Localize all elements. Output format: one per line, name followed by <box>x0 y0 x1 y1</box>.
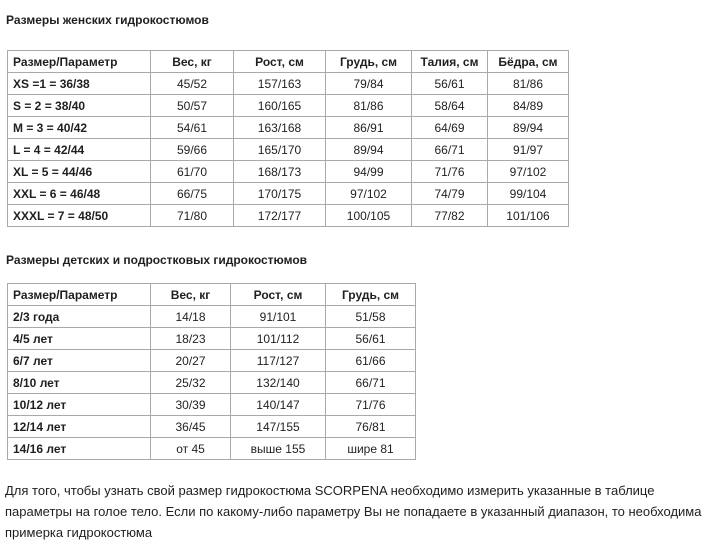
table-row <box>8 394 416 416</box>
table-row <box>8 328 416 350</box>
size-value-cell: 59/66 <box>151 139 234 161</box>
table-row <box>8 139 569 161</box>
size-label-cell: 10/12 лет <box>8 394 151 416</box>
size-value-cell: 71/76 <box>412 161 488 183</box>
size-label-cell: 2/3 года <box>8 306 151 328</box>
size-value-cell: 45/52 <box>151 73 234 95</box>
size-label-cell: M = 3 = 40/42 <box>8 117 151 139</box>
column-header: Вес, кг <box>151 284 231 306</box>
size-value-cell: 64/69 <box>412 117 488 139</box>
size-label-cell: 14/16 лет <box>8 438 151 460</box>
size-value-cell: 20/27 <box>151 350 231 372</box>
size-label-cell: 4/5 лет <box>8 328 151 350</box>
size-value-cell: 54/61 <box>151 117 234 139</box>
size-value-cell: 168/173 <box>234 161 326 183</box>
size-value-cell: 74/79 <box>412 183 488 205</box>
size-label-cell: 8/10 лет <box>8 372 151 394</box>
size-value-cell: 71/76 <box>326 394 416 416</box>
size-value-cell: 81/86 <box>488 73 569 95</box>
size-value-cell: шире 81 <box>326 438 416 460</box>
column-header: Рост, см <box>234 51 326 73</box>
size-label-cell: L = 4 = 42/44 <box>8 139 151 161</box>
size-value-cell: 61/66 <box>326 350 416 372</box>
size-value-cell: 157/163 <box>234 73 326 95</box>
size-value-cell: 25/32 <box>151 372 231 394</box>
size-value-cell: 89/94 <box>326 139 412 161</box>
size-value-cell: 99/104 <box>488 183 569 205</box>
size-value-cell: 147/155 <box>231 416 326 438</box>
size-label-cell: XXXL = 7 = 48/50 <box>8 205 151 227</box>
size-value-cell: 132/140 <box>231 372 326 394</box>
size-label-cell: 12/14 лет <box>8 416 151 438</box>
size-value-cell: 30/39 <box>151 394 231 416</box>
size-value-cell: 76/81 <box>326 416 416 438</box>
table-row <box>8 416 416 438</box>
size-value-cell: 140/147 <box>231 394 326 416</box>
kids-sizes-table <box>7 283 416 460</box>
size-value-cell: 66/71 <box>412 139 488 161</box>
column-header: Грудь, см <box>326 51 412 73</box>
header-row <box>8 284 416 306</box>
size-value-cell: 89/94 <box>488 117 569 139</box>
size-value-cell: 117/127 <box>231 350 326 372</box>
table-row <box>8 95 569 117</box>
column-header: Бёдра, см <box>488 51 569 73</box>
women-sizes-table <box>7 50 569 227</box>
size-value-cell: 66/75 <box>151 183 234 205</box>
size-value-cell: 51/58 <box>326 306 416 328</box>
size-value-cell: 91/97 <box>488 139 569 161</box>
column-header: Грудь, см <box>326 284 416 306</box>
size-label-cell: 6/7 лет <box>8 350 151 372</box>
kids-sizes-title: Размеры детских и подростковых гидрокостюмов <box>6 253 308 267</box>
size-note-paragraph: Для того, чтобы узнать свой размер гидрокостюма SCORPENA необходимо измерить указанные в таблице параметры на голое тело. Если по какому-либо параметру Вы не попадаете в указанный диапазон, то необходима примерка гидрокостюма <box>5 483 702 540</box>
size-value-cell: 91/101 <box>231 306 326 328</box>
table-row <box>8 183 569 205</box>
size-value-cell: 163/168 <box>234 117 326 139</box>
table-row <box>8 350 416 372</box>
size-value-cell: 50/57 <box>151 95 234 117</box>
size-value-cell: 160/165 <box>234 95 326 117</box>
size-label-cell: S = 2 = 38/40 <box>8 95 151 117</box>
size-value-cell: 165/170 <box>234 139 326 161</box>
size-value-cell: 94/99 <box>326 161 412 183</box>
size-value-cell: 77/82 <box>412 205 488 227</box>
size-value-cell: 172/177 <box>234 205 326 227</box>
table-row <box>8 438 416 460</box>
size-value-cell: 61/70 <box>151 161 234 183</box>
column-header: Талия, см <box>412 51 488 73</box>
column-header: Рост, см <box>231 284 326 306</box>
table-row <box>8 205 569 227</box>
size-value-cell: от 45 <box>151 438 231 460</box>
table-row <box>8 306 416 328</box>
column-header: Размер/Параметр <box>8 284 151 306</box>
size-value-cell: 71/80 <box>151 205 234 227</box>
size-value-cell: выше 155 <box>231 438 326 460</box>
table-row <box>8 372 416 394</box>
size-value-cell: 84/89 <box>488 95 569 117</box>
size-value-cell: 101/112 <box>231 328 326 350</box>
size-value-cell: 97/102 <box>326 183 412 205</box>
size-label-cell: XS =1 = 36/38 <box>8 73 151 95</box>
size-value-cell: 86/91 <box>326 117 412 139</box>
header-row <box>8 51 569 73</box>
size-value-cell: 58/64 <box>412 95 488 117</box>
table-row <box>8 117 569 139</box>
size-label-cell: XXL = 6 = 46/48 <box>8 183 151 205</box>
size-value-cell: 66/71 <box>326 372 416 394</box>
size-value-cell: 101/106 <box>488 205 569 227</box>
size-value-cell: 97/102 <box>488 161 569 183</box>
size-value-cell: 170/175 <box>234 183 326 205</box>
size-label-cell: XL = 5 = 44/46 <box>8 161 151 183</box>
size-value-cell: 14/18 <box>151 306 231 328</box>
size-value-cell: 18/23 <box>151 328 231 350</box>
table-row <box>8 161 569 183</box>
size-value-cell: 79/84 <box>326 73 412 95</box>
women-sizes-title: Размеры женских гидрокостюмов <box>6 13 209 27</box>
column-header: Размер/Параметр <box>8 51 151 73</box>
size-value-cell: 36/45 <box>151 416 231 438</box>
size-value-cell: 100/105 <box>326 205 412 227</box>
size-value-cell: 81/86 <box>326 95 412 117</box>
size-value-cell: 56/61 <box>412 73 488 95</box>
column-header: Вес, кг <box>151 51 234 73</box>
size-value-cell: 56/61 <box>326 328 416 350</box>
table-row <box>8 73 569 95</box>
